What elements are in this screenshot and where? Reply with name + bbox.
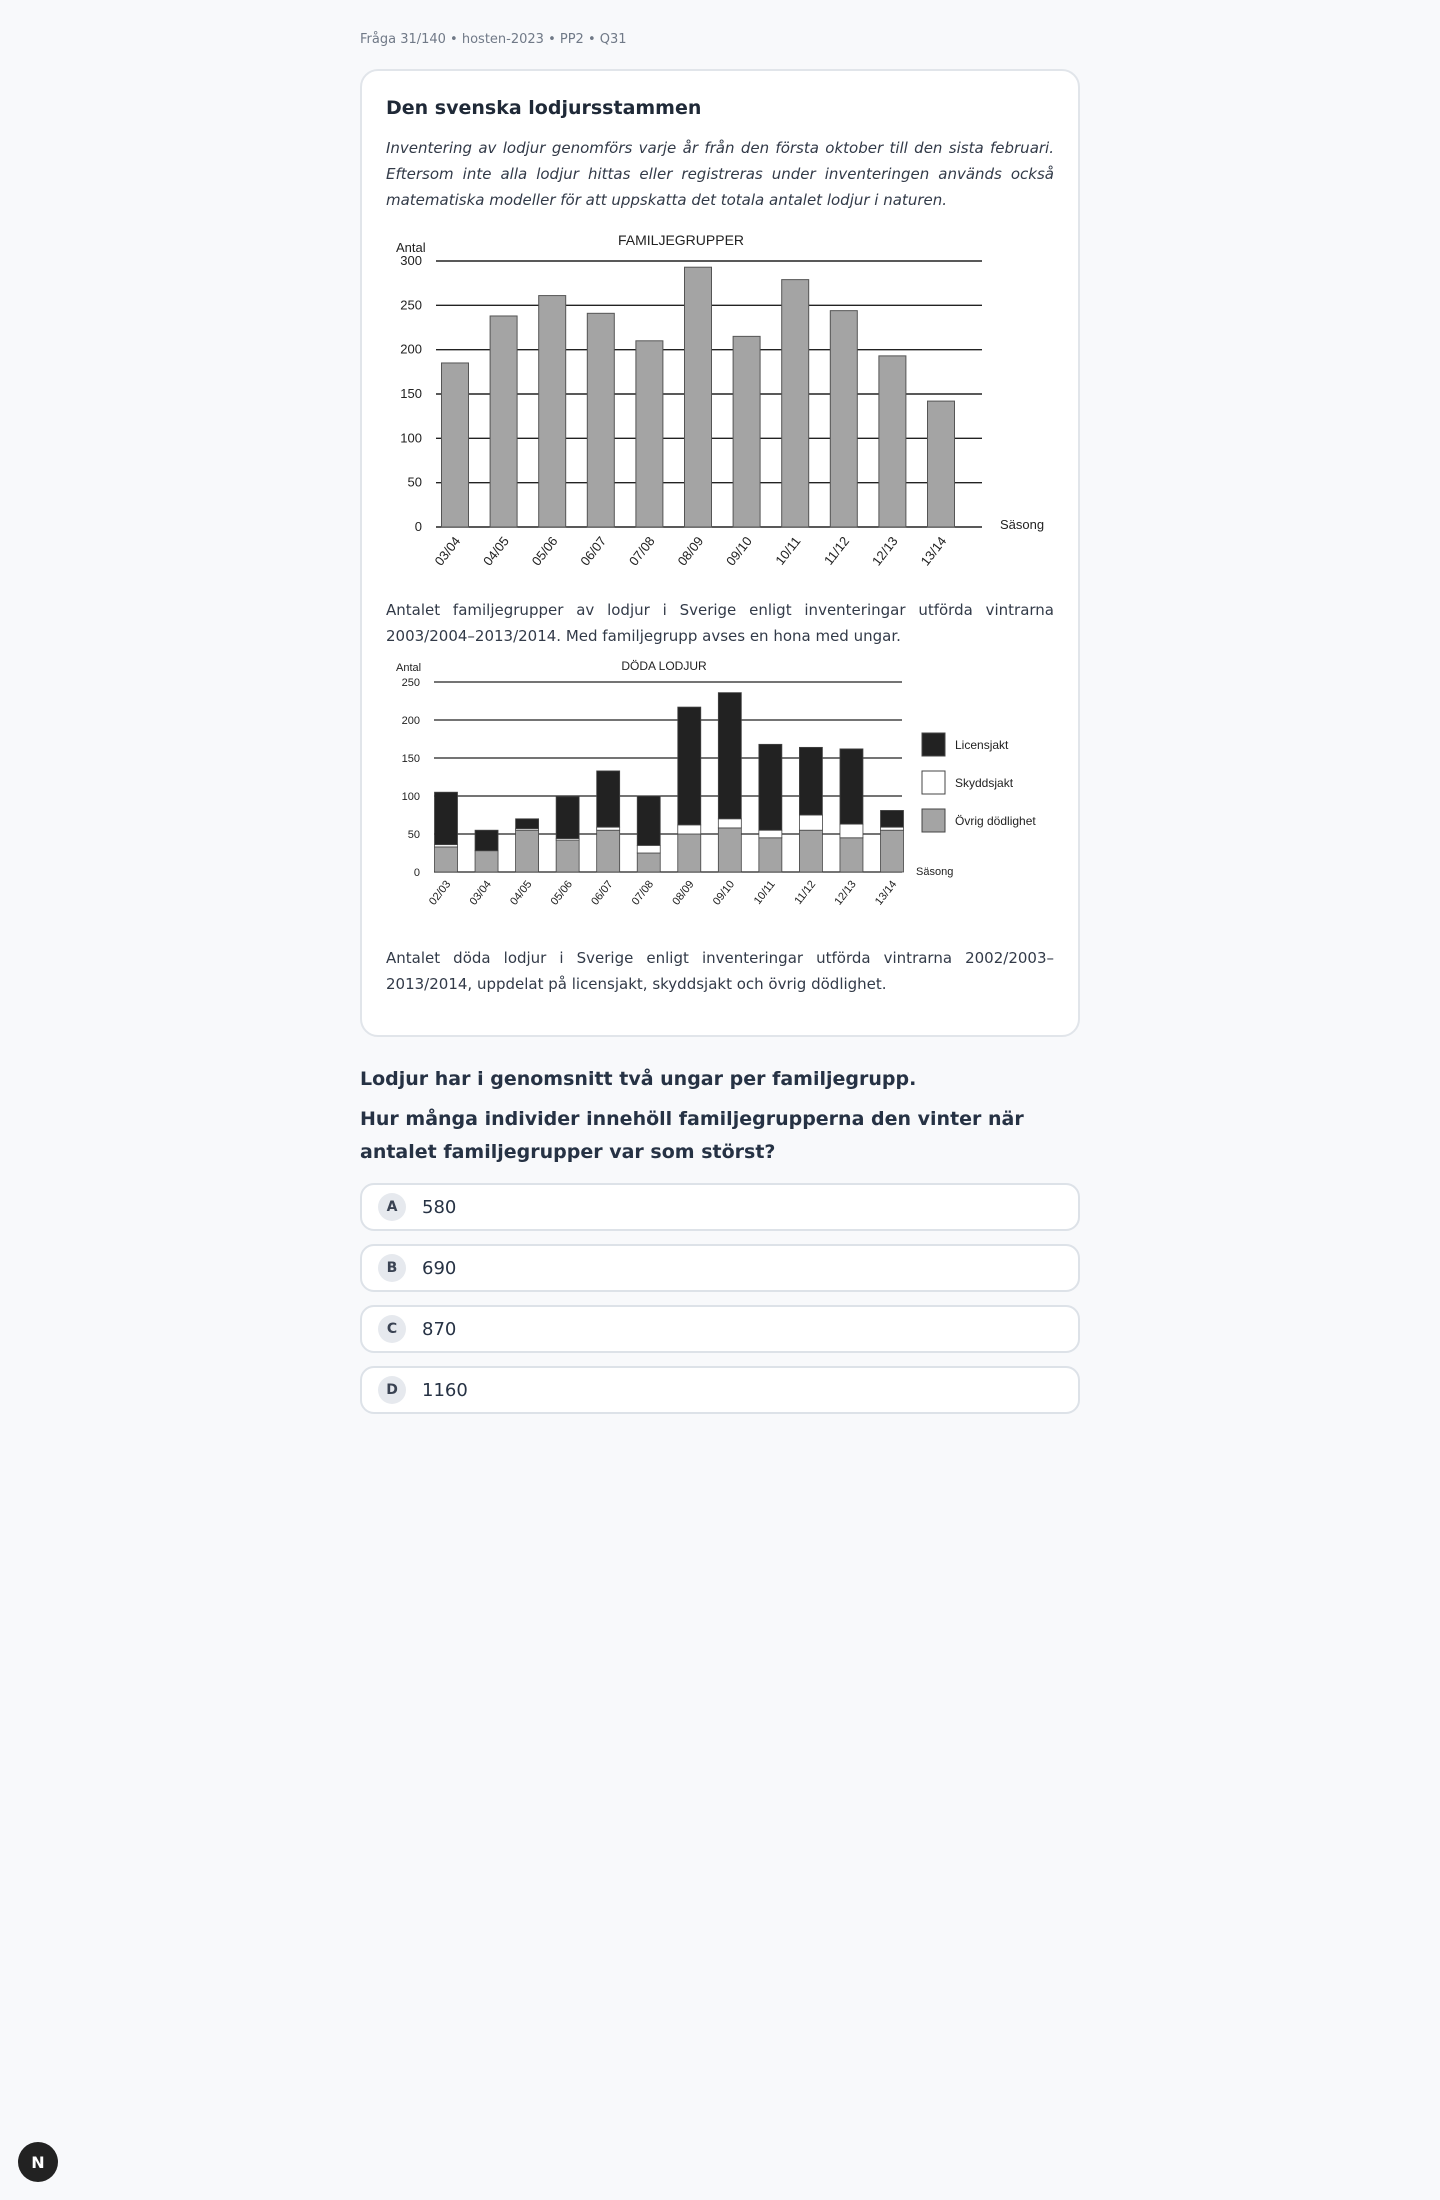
x-tick-label: 08/09 (670, 878, 697, 908)
y-tick-label: 200 (401, 715, 420, 727)
legend-label: Skyddsjakt (955, 776, 1014, 790)
bar-segment (759, 830, 782, 838)
bar-segment (556, 797, 579, 839)
bar-segment (637, 796, 660, 845)
y-tick-label: 0 (414, 519, 422, 534)
bar-segment (678, 825, 701, 834)
app-logo-button[interactable]: N (18, 2142, 58, 2182)
bar (587, 313, 614, 527)
x-tick-label: 04/05 (480, 533, 512, 569)
option-letter: D (378, 1376, 406, 1404)
page (360, 0, 1080, 1427)
bar-segment (516, 819, 539, 829)
question-premise: Lodjur har i genomsnitt två ungar per familjegrupp. (360, 1068, 917, 1090)
bar (685, 267, 712, 527)
x-tick-label: 03/04 (467, 878, 494, 908)
x-tick-label: 07/08 (625, 533, 658, 569)
x-tick-label: 11/12 (820, 533, 853, 568)
y-tick-label: 250 (401, 677, 420, 689)
y-tick-label: 100 (400, 430, 422, 446)
option-letter: B (378, 1254, 406, 1282)
bar-segment (718, 828, 741, 872)
bar (539, 296, 566, 527)
bar (442, 363, 469, 527)
bar (879, 356, 906, 527)
bar-segment (881, 830, 904, 872)
context-card (360, 69, 1080, 1037)
bar-segment (881, 827, 904, 830)
legend-swatch (922, 771, 945, 794)
caption-familjegrupper: Antalet familjegrupper av lodjur i Sverige enligt inventeringar utförda vintrarna 2003/2004–2013/2014. Med familjegrupp avses en hona med ungar. (386, 601, 1054, 645)
bar-segment (435, 847, 458, 872)
option-c[interactable] (360, 1305, 1080, 1353)
bar-segment (597, 771, 620, 827)
bar-segment (475, 830, 498, 851)
bar-segment (799, 747, 822, 815)
legend-label: Licensjakt (955, 738, 1009, 752)
chart-title: FAMILJEGRUPPER (617, 232, 745, 248)
bar (830, 311, 857, 527)
bar-segment (840, 749, 863, 824)
bar-segment (718, 819, 741, 828)
bar-segment (516, 830, 539, 872)
bar-segment (759, 838, 782, 872)
option-a[interactable] (360, 1183, 1080, 1231)
x-tick-label: 09/10 (723, 533, 755, 569)
x-tick-label: 05/06 (548, 878, 576, 908)
question (360, 1063, 1080, 1169)
x-tick-label: 08/09 (674, 533, 707, 569)
y-tick-label: 100 (401, 791, 420, 803)
doda-lodjur-chart (386, 655, 1058, 945)
x-tick-label: 07/08 (629, 878, 657, 908)
bar-segment (678, 707, 701, 825)
option-text: 1160 (422, 1379, 468, 1401)
question-text: Hur många individer innehöll familjegrupperna den vinter när antalet familjegrupper var som störst? (360, 1108, 1024, 1163)
option-b[interactable] (360, 1244, 1080, 1292)
bar-segment (840, 824, 863, 838)
bar-segment (597, 827, 620, 830)
y-tick-label: 0 (413, 867, 420, 879)
y-tick-label: 300 (400, 253, 422, 268)
bar-segment (799, 815, 822, 830)
bar-segment (597, 830, 620, 872)
x-tick-label: 10/11 (751, 878, 778, 907)
familjegrupper-chart (386, 225, 1058, 595)
bar-segment (435, 792, 458, 844)
bar-segment (637, 845, 660, 853)
x-tick-label: 03/04 (431, 533, 464, 569)
x-tick-label: 06/07 (589, 878, 616, 908)
y-axis-label: Antal (396, 662, 422, 674)
x-tick-label: 12/13 (832, 878, 859, 908)
answer-options (360, 1183, 1080, 1414)
y-tick-label: 50 (407, 829, 420, 841)
option-text: 580 (422, 1196, 457, 1218)
y-tick-label: 150 (400, 386, 422, 401)
x-tick-label: 05/06 (528, 533, 561, 569)
y-tick-label: 150 (401, 753, 420, 765)
chart-title: DÖDA LODJUR (621, 659, 707, 673)
bar-segment (840, 838, 863, 872)
legend-swatch (922, 733, 945, 756)
bar (636, 341, 663, 527)
y-axis-label: Antal (396, 240, 426, 255)
option-letter: C (378, 1315, 406, 1343)
x-tick-label: 13/14 (872, 878, 900, 908)
bar (733, 336, 760, 527)
bar-segment (556, 840, 579, 872)
bar-segment (881, 810, 904, 827)
caption-doda-lodjur: Antalet döda lodjur i Sverige enligt inventeringar utförda vintrarna 2002/2003–2013/2014, uppdelat på licensjakt, skyddsjakt och övrig dödlighet. (386, 949, 1054, 993)
card-title: Den svenska lodjursstammen (386, 97, 702, 119)
bar-segment (799, 830, 822, 872)
option-text: 870 (422, 1318, 457, 1340)
bar (490, 316, 517, 527)
y-tick-label: 50 (407, 474, 422, 490)
x-tick-label: 02/03 (426, 878, 454, 908)
x-axis-label: Säsong (1000, 517, 1045, 532)
y-tick-label: 200 (400, 341, 422, 357)
x-axis-label: Säsong (916, 866, 954, 878)
x-tick-label: 10/11 (772, 533, 804, 568)
intro-text: Inventering av lodjur genomförs varje år från den första oktober till den sista februari. Eftersom inte alla lodjur hittas eller registreras under inventeringen används också matematiska modeller för att uppskatta det totala antalet lodjur i naturen. (386, 139, 1054, 209)
legend-swatch (922, 809, 945, 832)
option-letter: A (378, 1193, 406, 1221)
x-tick-label: 11/12 (792, 878, 819, 907)
x-tick-label: 12/13 (868, 533, 901, 569)
option-d[interactable] (360, 1366, 1080, 1414)
legend-label: Övrig dödlighet (955, 814, 1036, 828)
x-tick-label: 09/10 (710, 878, 738, 908)
bar-segment (637, 853, 660, 872)
bar-segment (759, 744, 782, 830)
bar (928, 401, 955, 527)
y-tick-label: 250 (400, 297, 422, 313)
bar-segment (475, 851, 498, 872)
x-tick-label: 06/07 (577, 533, 610, 569)
question-meta: Fråga 31/140 • hosten-2023 • PP2 • Q31 (360, 32, 627, 47)
bar-segment (718, 693, 741, 819)
x-tick-label: 04/05 (508, 878, 535, 908)
option-text: 690 (422, 1257, 457, 1279)
bar (782, 280, 809, 527)
bar-segment (678, 834, 701, 872)
x-tick-label: 13/14 (917, 533, 950, 569)
